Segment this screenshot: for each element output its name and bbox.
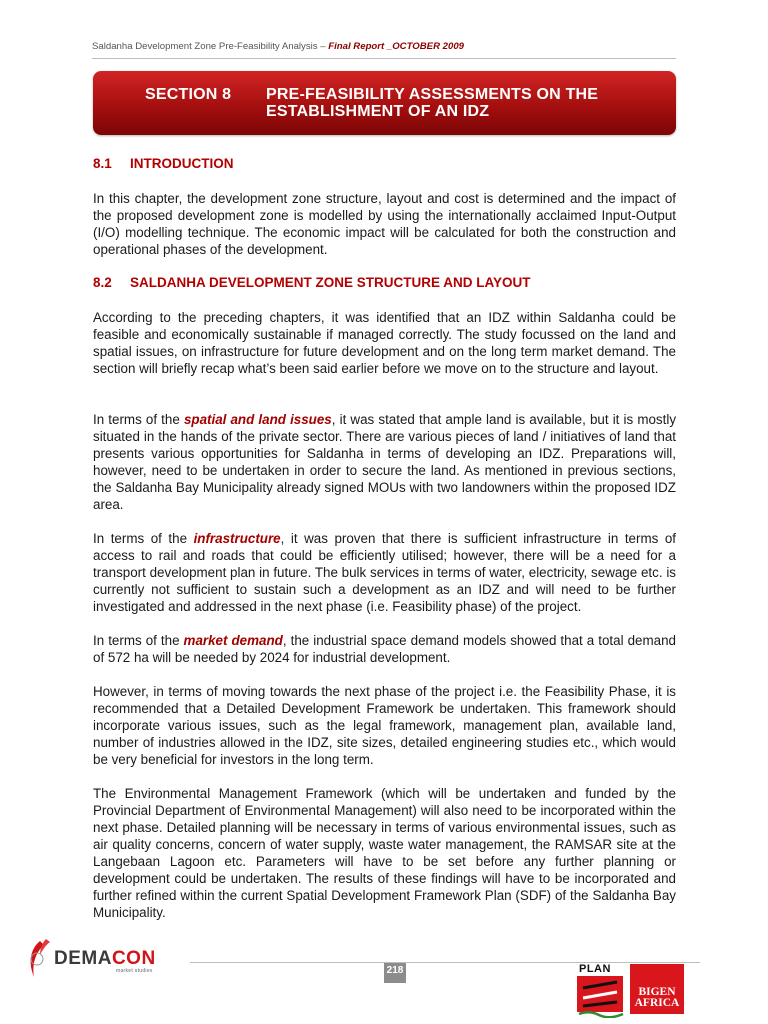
heading-structure-layout	[93, 275, 531, 290]
page-number: 218	[384, 963, 406, 983]
highlight-spatial-land-issues: spatial and land issues	[183, 412, 332, 427]
text-run: , it was stated that ample land is available, but it is mostly situated in the hands of the private sector. There are various pieces of land / initiatives of land that presents various opportunities for Saldanha in terms of developing an IDZ. Preparations will, however, need to be undertaken in order to secure the land. As mentioned in previous sections, the Saldanha Bay Municipality already signed MOUs with two landowners within the proposed IDZ area.	[93, 412, 677, 512]
demacon-logo	[26, 937, 186, 983]
paragraph-spatial-land	[93, 411, 676, 513]
paragraph-feasibility-phase: However, in terms of moving towards the next phase of the project i.e. the Feasibility Phase, it is recommended that a Detailed Development Framework be undertaken. This framework should incorporate various issues, such as the legal framework, management plan, available land, number of industries allowed in the IDZ, site sizes, detailed engineering studies etc., which would be very beneficial for investors in the long term.	[93, 684, 676, 767]
document-title: Saldanha Development Zone Pre-Feasibility Analysis –	[92, 41, 329, 52]
plan-logo	[577, 963, 627, 1018]
paragraph-infrastructure	[93, 530, 676, 615]
plan-emblem-icon	[577, 976, 625, 1018]
demacon-tagline: market studies	[116, 968, 153, 974]
running-header	[92, 41, 676, 52]
heading-text: INTRODUCTION	[130, 156, 234, 171]
highlight-infrastructure: infrastructure	[193, 531, 281, 546]
paragraph-recap: According to the preceding chapters, it was identified that an IDZ within Saldanha could be feasible and economically sustainable if managed correctly. The study focussed on the land and spatial issues, on infrastructure for future development and on the long term market demand. The section will briefly recap what’s been said earlier before we move on to the structure and layout.	[93, 310, 676, 376]
text-run: In terms of the	[93, 633, 184, 648]
heading-number: 8.2	[93, 275, 112, 290]
text-run: , it was proven that there is sufficient infrastructure in terms of access to rail and roads that could be efficiently utilised; however, there will be a need for a transport development plan in future. The bulk services in terms of water, electricity, sewage etc. is currently not sufficient to sustain such a development as an IDZ and will need to be further investigated and addressed in the next phase (i.e. Feasibility phase) of the project.	[93, 531, 676, 614]
section-title: PRE-FEASIBILITY ASSESSMENTS ON THE ESTABLISHMENT OF AN IDZ	[266, 86, 599, 120]
heading-number: 8.1	[93, 156, 112, 171]
paragraph-intro: In this chapter, the development zone structure, layout and cost is determined and the impact of the proposed development zone is modelled by using the internationally acclaimed Input-Output (I/O) modelling technique. The economic impact will be calculated for both the construction and operational phases of the development.	[93, 191, 676, 257]
text-run: In terms of the	[93, 412, 184, 427]
demacon-wordmark	[54, 948, 156, 970]
demacon-word-con: CON	[111, 948, 156, 969]
bigen-africa-logo	[630, 964, 684, 1014]
section-number: SECTION 8	[145, 86, 232, 103]
section-banner	[93, 71, 676, 135]
header-divider	[92, 58, 676, 59]
paragraph-environmental: The Environmental Management Framework (which will be undertaken and funded by the Provincial Department of Environmental Management) will also need to be incorporated within the next phase. Detailed planning will be necessary in terms of various environmental issues, such as air quality concerns, concern of water supply, waste water management, the RAMSAR site at the Langebaan Lagoon etc. Parameters will have to be set before any further planning or development could be undertaken. The results of these findings will have to be incorporated and further refined within the current Spatial Development Framework Plan (SDF) of the Saldanha Bay Municipality.	[93, 786, 676, 920]
text-run: In terms of the	[93, 531, 194, 546]
demacon-swoosh-icon	[26, 937, 54, 981]
africa-label: AFRICA	[634, 997, 680, 1009]
plan-label: PLAN	[579, 963, 611, 975]
heading-introduction	[93, 156, 234, 171]
heading-text: SALDANHA DEVELOPMENT ZONE STRUCTURE AND LAYOUT	[130, 275, 531, 290]
report-label: Final Report _OCTOBER 2009	[328, 41, 465, 52]
highlight-market-demand: market demand	[183, 633, 283, 648]
paragraph-market-demand	[93, 632, 676, 666]
bigen-label: BIGEN	[638, 986, 676, 998]
demacon-word-dema: DEMA	[54, 948, 112, 969]
text-run: , the industrial space demand models showed that a total demand of 572 ha will be needed by 2024 for industrial development.	[93, 633, 676, 665]
